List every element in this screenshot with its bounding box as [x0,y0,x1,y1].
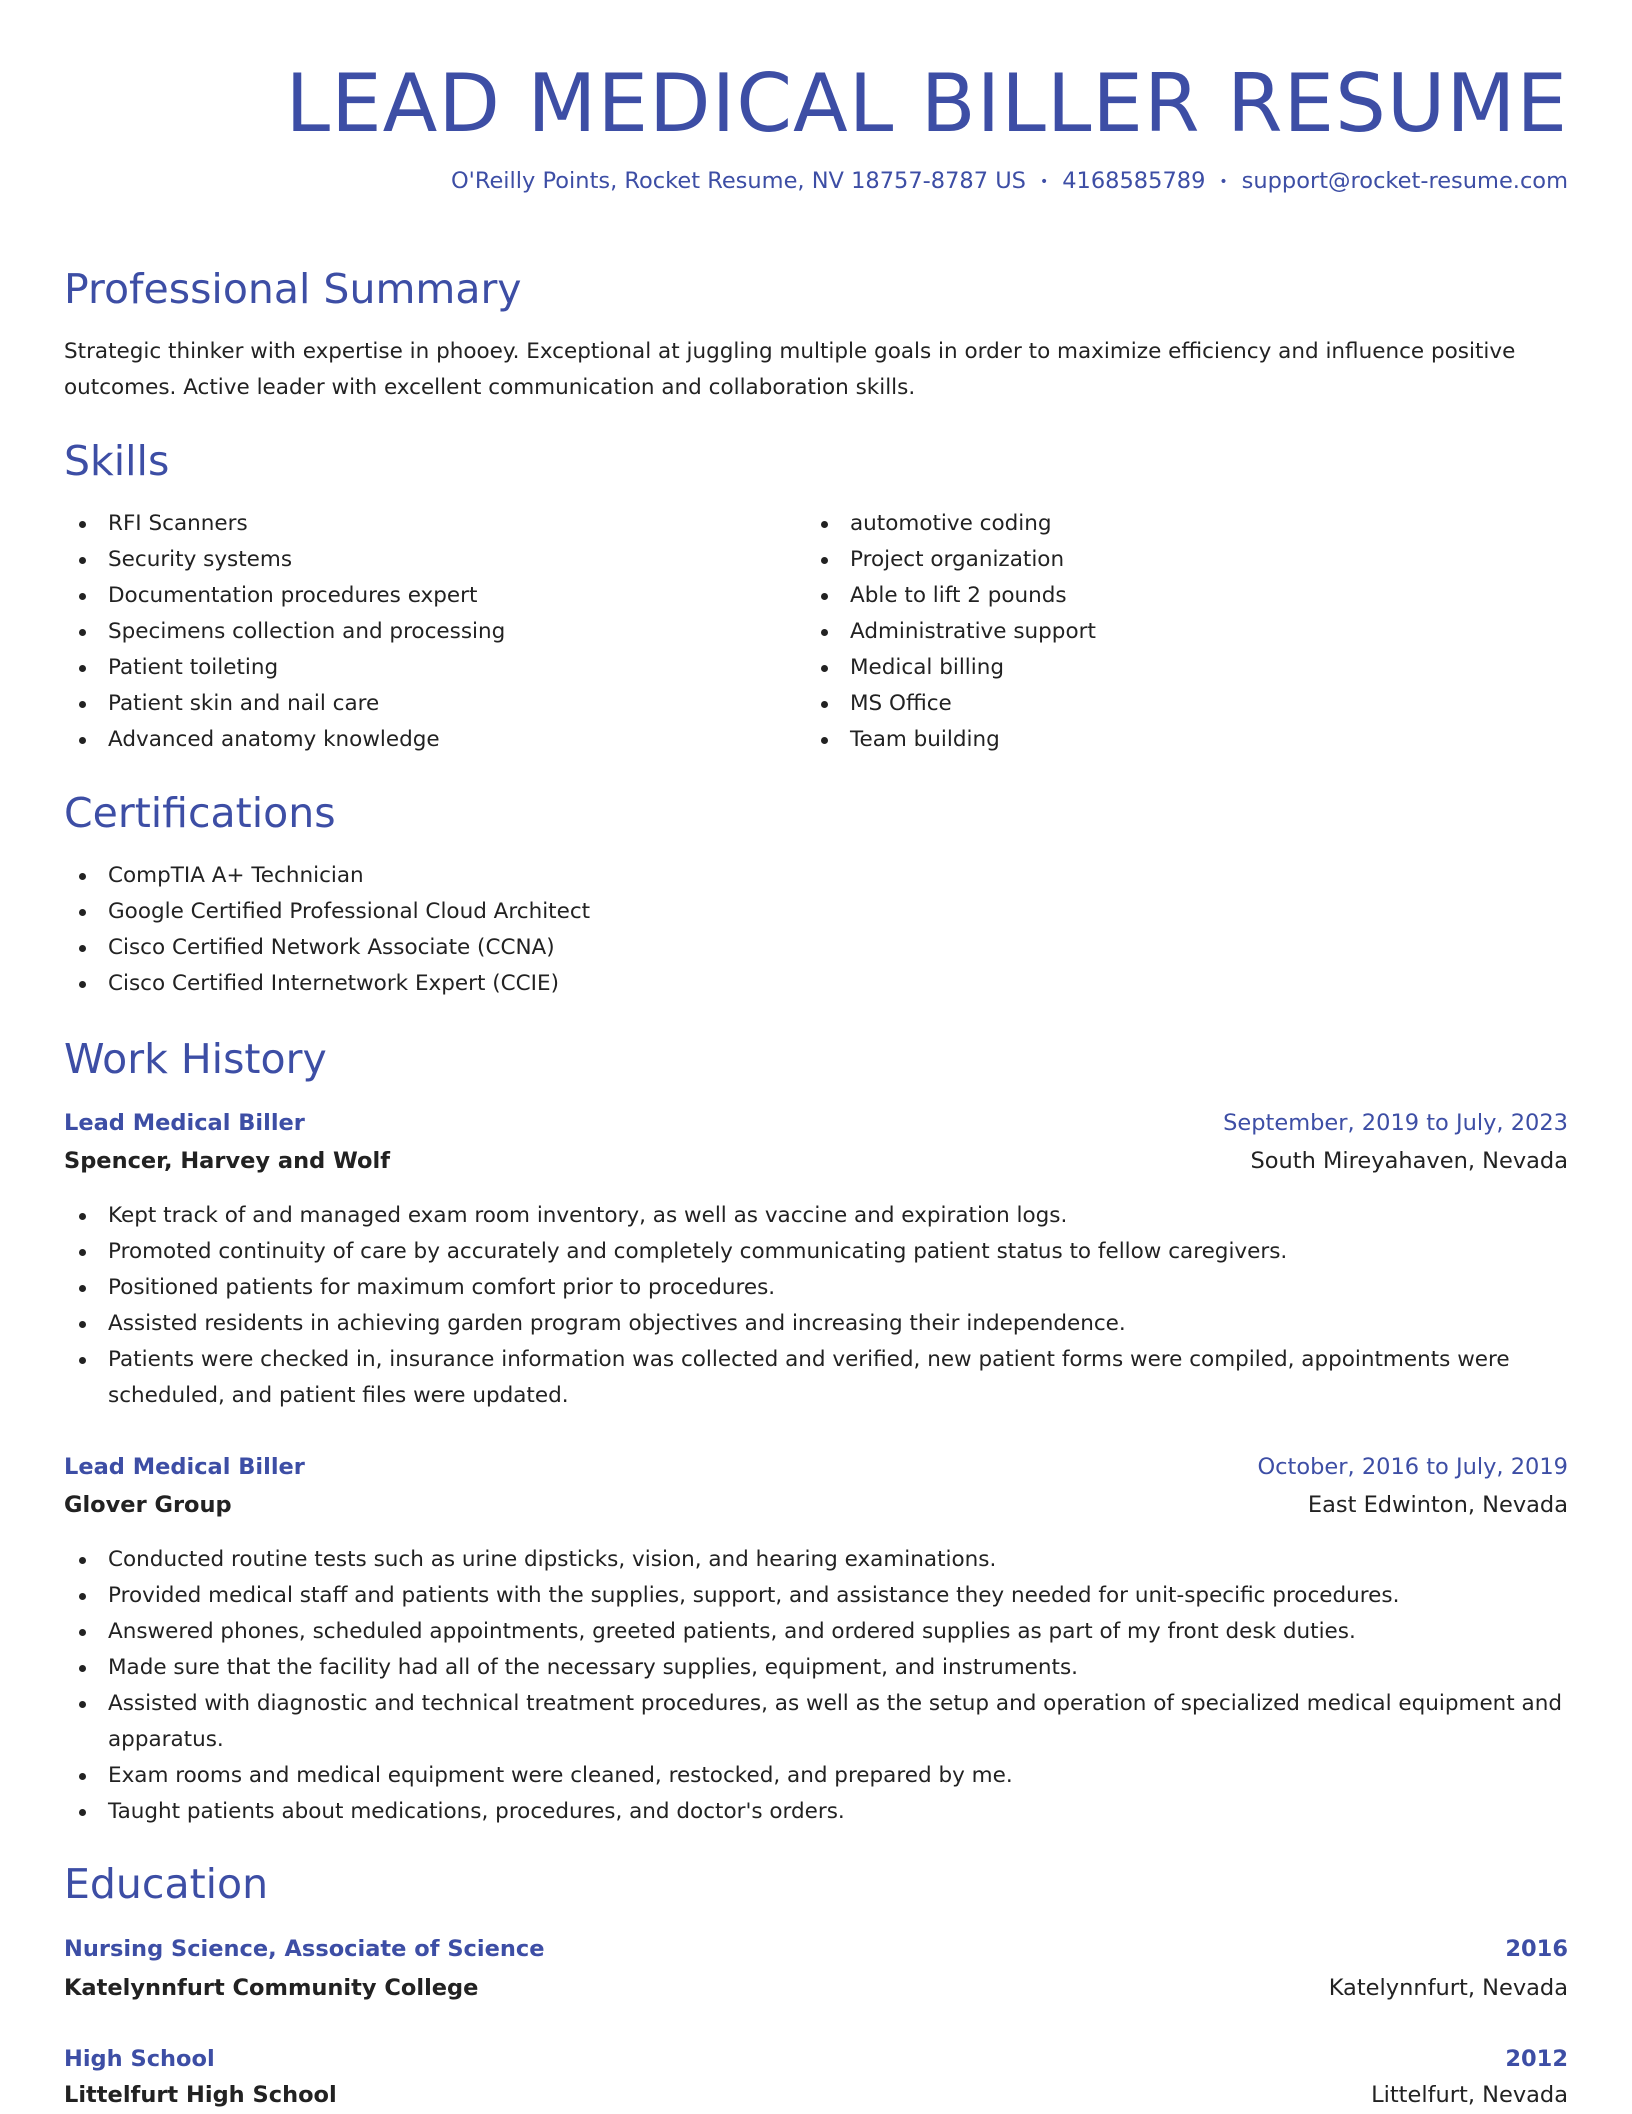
job-company: Glover Group [64,1492,232,1518]
job-bullet: Answered phones, scheduled appointments, greeted patients, and ordered supplies as part of my front desk duties. [64,1614,1568,1650]
job-bullet: Made sure that the facility had all of the necessary supplies, equipment, and instruments. [64,1650,1568,1686]
certification-item: Cisco Certified Network Associate (CCNA) [64,930,1568,966]
skills-heading: Skills [64,437,170,485]
job-bullets [64,1198,1568,1414]
skill-item: Medical billing [806,650,1506,686]
job-location: East Edwinton, Nevada [1307,1492,1568,1518]
education-header [64,1930,1568,1968]
job-bullet: Assisted with diagnostic and technical treatment procedures, as well as the setup and operation of specialized medical equipment and apparatus. [64,1686,1568,1758]
skill-item: Patient toileting [64,650,764,686]
skill-item: MS Office [806,686,1506,722]
job-bullets [64,1542,1568,1830]
skill-item: Able to lift 2 pounds [806,578,1506,614]
work-history-heading: Work History [64,1035,327,1083]
education-heading: Education [64,1860,269,1908]
certifications-heading: Certifications [64,789,336,837]
job-bullet: Taught patients about medications, procedures, and doctor's orders. [64,1794,1568,1830]
education-subheader [64,1969,1568,2007]
job-title: Lead Medical Biller [64,1110,305,1136]
job-subheader [64,1486,1568,1524]
education-school: Littelfurt High School [64,2082,337,2108]
summary-heading: Professional Summary [64,265,522,313]
education-school: Katelynnfurt Community College [64,1975,479,2001]
education-location: Katelynnfurt, Nevada [1328,1975,1568,2001]
job-location: South Mireyahaven, Nevada [1250,1148,1568,1174]
education-year: 2012 [1505,2046,1568,2072]
contact-line [451,166,1568,197]
education-year: 2016 [1505,1936,1568,1962]
skill-item: RFI Scanners [64,506,764,542]
contact-email[interactable]: support@rocket-resume.com [1241,168,1568,194]
certification-item: Cisco Certified Internetwork Expert (CCIE) [64,966,1568,1002]
job-bullet: Conducted routine tests such as urine dipsticks, vision, and hearing examinations. [64,1542,1568,1578]
skill-item: Project organization [806,542,1506,578]
summary-text: Strategic thinker with expertise in phooey. Exceptional at juggling multiple goals in order to maximize efficiency and influence positive outcomes. Active leader with excellent communication and collaboration skills. [64,339,1516,400]
job-bullet: Exam rooms and medical equipment were cleaned, restocked, and prepared by me. [64,1758,1568,1794]
job-title: Lead Medical Biller [64,1454,305,1480]
job-subheader [64,1142,1568,1180]
education-header [64,2040,1568,2078]
contact-phone: 4168585789 [1062,168,1206,194]
certification-item: CompTIA A+ Technician [64,858,1568,894]
skill-item: Security systems [64,542,764,578]
job-bullet: Provided medical staff and patients with the supplies, support, and assistance they needed for unit-specific procedures. [64,1578,1568,1614]
job-bullet: Patients were checked in, insurance information was collected and verified, new patient forms were compiled, appointments were scheduled, and patient files were updated. [64,1342,1568,1414]
separator-dot: • [1039,173,1049,190]
job-dates: October, 2016 to July, 2019 [1257,1454,1568,1480]
education-subheader [64,2076,1568,2114]
education-location: Littelfurt, Nevada [1371,2082,1568,2108]
job-bullet: Assisted residents in achieving garden program objectives and increasing their independence. [64,1306,1568,1342]
skill-item: Team building [806,722,1506,758]
skill-item: Advanced anatomy knowledge [64,722,764,758]
job-header [64,1104,1568,1142]
job-dates: September, 2019 to July, 2023 [1223,1110,1568,1136]
contact-address: O'Reilly Points, Rocket Resume, NV 18757-8787 US [450,168,1026,194]
education-degree: High School [64,2046,215,2072]
job-company: Spencer, Harvey and Wolf [64,1148,391,1174]
skill-item: Administrative support [806,614,1506,650]
certification-item: Google Certified Professional Cloud Architect [64,894,1568,930]
job-header [64,1448,1568,1486]
skill-item: Patient skin and nail care [64,686,764,722]
job-bullet: Promoted continuity of care by accurately and completely communicating patient status to fellow caregivers. [64,1234,1568,1270]
skill-item: automotive coding [806,506,1506,542]
job-bullet: Kept track of and managed exam room inventory, as well as vaccine and expiration logs. [64,1198,1568,1234]
education-degree: Nursing Science, Associate of Science [64,1936,545,1962]
skills-list-left [64,506,764,758]
skills-list-right [806,506,1506,758]
resume-title: LEAD MEDICAL BILLER RESUME [285,57,1568,150]
job-bullet: Positioned patients for maximum comfort prior to procedures. [64,1270,1568,1306]
skill-item: Specimens collection and processing [64,614,764,650]
certifications-list [64,858,1568,1002]
separator-dot: • [1219,173,1228,190]
skill-item: Documentation procedures expert [64,578,764,614]
